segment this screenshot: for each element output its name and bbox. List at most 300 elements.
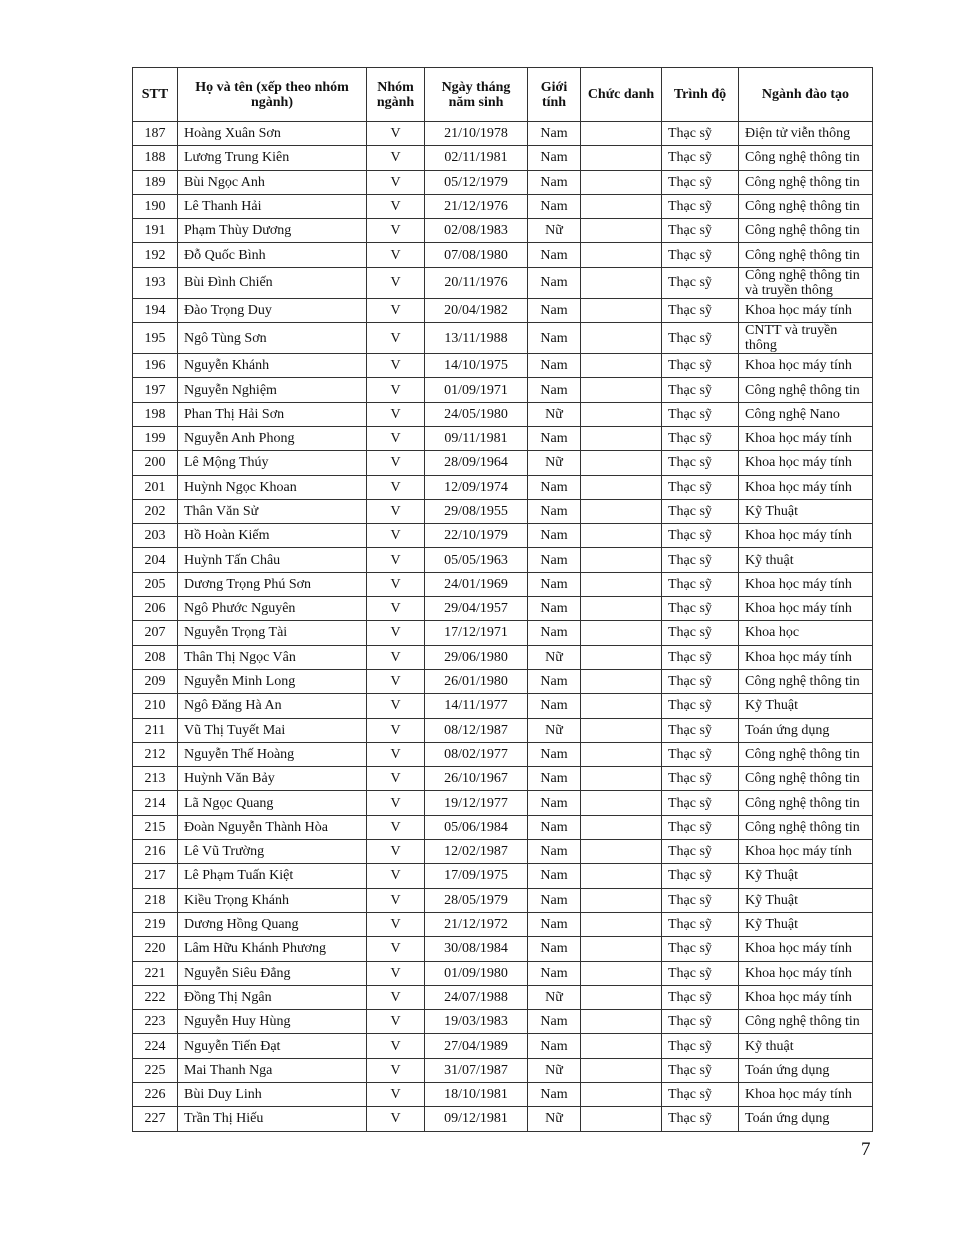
page-number: 7 bbox=[861, 1139, 871, 1160]
cell-title bbox=[581, 243, 662, 267]
cell-stt: 221 bbox=[133, 961, 178, 985]
cell-stt: 217 bbox=[133, 864, 178, 888]
cell-gender: Nam bbox=[528, 267, 581, 298]
table-row bbox=[133, 815, 873, 839]
cell-stt: 199 bbox=[133, 426, 178, 450]
cell-gender: Nữ bbox=[528, 718, 581, 742]
cell-group: V bbox=[367, 499, 425, 523]
cell-group: V bbox=[367, 243, 425, 267]
cell-birthdate: 05/12/1979 bbox=[425, 170, 528, 194]
cell-name: Bùi Đình Chiến bbox=[178, 267, 367, 298]
cell-birthdate: 24/01/1969 bbox=[425, 572, 528, 596]
cell-birthdate: 21/10/1978 bbox=[425, 122, 528, 146]
cell-degree: Thạc sỹ bbox=[662, 888, 739, 912]
cell-birthdate: 13/11/1988 bbox=[425, 323, 528, 354]
cell-group: V bbox=[367, 524, 425, 548]
cell-stt: 190 bbox=[133, 194, 178, 218]
cell-degree: Thạc sỹ bbox=[662, 267, 739, 298]
cell-major: Công nghệ thông tin bbox=[739, 791, 873, 815]
cell-group: V bbox=[367, 1058, 425, 1082]
cell-degree: Thạc sỹ bbox=[662, 985, 739, 1009]
cell-group: V bbox=[367, 170, 425, 194]
cell-name: Lã Ngọc Quang bbox=[178, 791, 367, 815]
cell-name: Phạm Thùy Dương bbox=[178, 219, 367, 243]
cell-stt: 202 bbox=[133, 499, 178, 523]
cell-gender: Nam bbox=[528, 354, 581, 378]
cell-major: Khoa học máy tính bbox=[739, 985, 873, 1009]
cell-major: Công nghệ thông tin bbox=[739, 194, 873, 218]
cell-name: Nguyễn Anh Phong bbox=[178, 426, 367, 450]
cell-stt: 219 bbox=[133, 912, 178, 936]
cell-gender: Nam bbox=[528, 122, 581, 146]
cell-group: V bbox=[367, 597, 425, 621]
header-degree: Trình độ bbox=[662, 68, 739, 122]
table-row bbox=[133, 122, 873, 146]
cell-degree: Thạc sỹ bbox=[662, 122, 739, 146]
table-row bbox=[133, 426, 873, 450]
cell-name: Trần Thị Hiếu bbox=[178, 1107, 367, 1131]
table-row bbox=[133, 524, 873, 548]
cell-title bbox=[581, 451, 662, 475]
cell-gender: Nam bbox=[528, 524, 581, 548]
cell-stt: 212 bbox=[133, 742, 178, 766]
cell-stt: 196 bbox=[133, 354, 178, 378]
cell-title bbox=[581, 1010, 662, 1034]
cell-name: Đào Trọng Duy bbox=[178, 298, 367, 322]
table-header-row bbox=[133, 68, 873, 122]
table-row bbox=[133, 912, 873, 936]
cell-gender: Nam bbox=[528, 499, 581, 523]
cell-major: Công nghệ thông tin bbox=[739, 669, 873, 693]
cell-major: Công nghệ thông tin bbox=[739, 219, 873, 243]
cell-name: Nguyễn Nghiệm bbox=[178, 378, 367, 402]
cell-stt: 187 bbox=[133, 122, 178, 146]
cell-degree: Thạc sỹ bbox=[662, 645, 739, 669]
cell-name: Nguyễn Huy Hùng bbox=[178, 1010, 367, 1034]
cell-stt: 213 bbox=[133, 767, 178, 791]
cell-degree: Thạc sỹ bbox=[662, 767, 739, 791]
cell-name: Mai Thanh Nga bbox=[178, 1058, 367, 1082]
cell-gender: Nam bbox=[528, 170, 581, 194]
cell-major: Khoa học máy tính bbox=[739, 937, 873, 961]
cell-gender: Nam bbox=[528, 597, 581, 621]
cell-gender: Nam bbox=[528, 669, 581, 693]
cell-major: Khoa học máy tính bbox=[739, 524, 873, 548]
cell-degree: Thạc sỹ bbox=[662, 146, 739, 170]
cell-degree: Thạc sỹ bbox=[662, 937, 739, 961]
cell-degree: Thạc sỹ bbox=[662, 1010, 739, 1034]
cell-degree: Thạc sỹ bbox=[662, 961, 739, 985]
cell-title bbox=[581, 1034, 662, 1058]
cell-degree: Thạc sỹ bbox=[662, 194, 739, 218]
cell-group: V bbox=[367, 323, 425, 354]
cell-birthdate: 29/06/1980 bbox=[425, 645, 528, 669]
table-row bbox=[133, 742, 873, 766]
staff-table bbox=[132, 67, 873, 1132]
cell-title bbox=[581, 194, 662, 218]
cell-degree: Thạc sỹ bbox=[662, 1058, 739, 1082]
cell-title bbox=[581, 888, 662, 912]
cell-gender: Nam bbox=[528, 572, 581, 596]
table-row bbox=[133, 669, 873, 693]
header-birthdate: Ngày tháng năm sinh bbox=[425, 68, 528, 122]
cell-birthdate: 17/09/1975 bbox=[425, 864, 528, 888]
cell-major: Kỹ Thuật bbox=[739, 912, 873, 936]
cell-major: Công nghệ Nano bbox=[739, 402, 873, 426]
cell-stt: 220 bbox=[133, 937, 178, 961]
cell-title bbox=[581, 621, 662, 645]
cell-stt: 210 bbox=[133, 694, 178, 718]
cell-title bbox=[581, 840, 662, 864]
cell-stt: 222 bbox=[133, 985, 178, 1009]
cell-degree: Thạc sỹ bbox=[662, 499, 739, 523]
cell-gender: Nam bbox=[528, 475, 581, 499]
cell-degree: Thạc sỹ bbox=[662, 621, 739, 645]
cell-gender: Nữ bbox=[528, 1058, 581, 1082]
cell-gender: Nam bbox=[528, 243, 581, 267]
cell-major: Công nghệ thông tin bbox=[739, 767, 873, 791]
cell-title bbox=[581, 912, 662, 936]
cell-stt: 206 bbox=[133, 597, 178, 621]
cell-degree: Thạc sỹ bbox=[662, 219, 739, 243]
cell-birthdate: 18/10/1981 bbox=[425, 1082, 528, 1106]
cell-group: V bbox=[367, 402, 425, 426]
cell-stt: 188 bbox=[133, 146, 178, 170]
cell-major: Công nghệ thông tin và truyền thông bbox=[739, 267, 873, 298]
cell-degree: Thạc sỹ bbox=[662, 840, 739, 864]
cell-group: V bbox=[367, 219, 425, 243]
cell-group: V bbox=[367, 742, 425, 766]
cell-gender: Nữ bbox=[528, 1107, 581, 1131]
cell-stt: 223 bbox=[133, 1010, 178, 1034]
cell-major: Công nghệ thông tin bbox=[739, 815, 873, 839]
cell-name: Ngô Phước Nguyên bbox=[178, 597, 367, 621]
cell-group: V bbox=[367, 1082, 425, 1106]
table-row bbox=[133, 985, 873, 1009]
cell-gender: Nam bbox=[528, 1082, 581, 1106]
header-gender: Giới tính bbox=[528, 68, 581, 122]
cell-name: Hoàng Xuân Sơn bbox=[178, 122, 367, 146]
cell-name: Huỳnh Văn Bảy bbox=[178, 767, 367, 791]
cell-title bbox=[581, 426, 662, 450]
cell-group: V bbox=[367, 354, 425, 378]
cell-title bbox=[581, 864, 662, 888]
cell-major: Toán ứng dụng bbox=[739, 1058, 873, 1082]
cell-degree: Thạc sỹ bbox=[662, 524, 739, 548]
table-row bbox=[133, 961, 873, 985]
table-row bbox=[133, 694, 873, 718]
cell-birthdate: 14/10/1975 bbox=[425, 354, 528, 378]
cell-name: Ngô Tùng Sơn bbox=[178, 323, 367, 354]
cell-stt: 198 bbox=[133, 402, 178, 426]
cell-gender: Nam bbox=[528, 791, 581, 815]
cell-major: Công nghệ thông tin bbox=[739, 378, 873, 402]
cell-group: V bbox=[367, 426, 425, 450]
cell-degree: Thạc sỹ bbox=[662, 378, 739, 402]
cell-stt: 189 bbox=[133, 170, 178, 194]
cell-group: V bbox=[367, 378, 425, 402]
cell-major: Khoa học máy tính bbox=[739, 961, 873, 985]
cell-birthdate: 01/09/1980 bbox=[425, 961, 528, 985]
cell-birthdate: 05/05/1963 bbox=[425, 548, 528, 572]
table-row bbox=[133, 1010, 873, 1034]
table-row bbox=[133, 718, 873, 742]
table-row bbox=[133, 864, 873, 888]
cell-stt: 197 bbox=[133, 378, 178, 402]
cell-degree: Thạc sỹ bbox=[662, 742, 739, 766]
cell-title bbox=[581, 122, 662, 146]
cell-degree: Thạc sỹ bbox=[662, 323, 739, 354]
cell-group: V bbox=[367, 548, 425, 572]
cell-title bbox=[581, 146, 662, 170]
cell-degree: Thạc sỹ bbox=[662, 815, 739, 839]
cell-gender: Nữ bbox=[528, 402, 581, 426]
cell-major: Công nghệ thông tin bbox=[739, 1010, 873, 1034]
cell-title bbox=[581, 354, 662, 378]
cell-birthdate: 07/08/1980 bbox=[425, 243, 528, 267]
cell-stt: 207 bbox=[133, 621, 178, 645]
cell-birthdate: 02/11/1981 bbox=[425, 146, 528, 170]
cell-degree: Thạc sỹ bbox=[662, 1107, 739, 1131]
cell-title bbox=[581, 170, 662, 194]
cell-name: Nguyễn Tiến Đạt bbox=[178, 1034, 367, 1058]
cell-major: Toán ứng dụng bbox=[739, 1107, 873, 1131]
cell-title bbox=[581, 1058, 662, 1082]
cell-title bbox=[581, 1082, 662, 1106]
cell-group: V bbox=[367, 961, 425, 985]
cell-stt: 204 bbox=[133, 548, 178, 572]
cell-group: V bbox=[367, 146, 425, 170]
cell-major: Công nghệ thông tin bbox=[739, 146, 873, 170]
cell-group: V bbox=[367, 267, 425, 298]
cell-major: Khoa học máy tính bbox=[739, 451, 873, 475]
cell-name: Lâm Hữu Khánh Phương bbox=[178, 937, 367, 961]
cell-stt: 227 bbox=[133, 1107, 178, 1131]
cell-major: Kỹ thuật bbox=[739, 1034, 873, 1058]
cell-gender: Nam bbox=[528, 548, 581, 572]
cell-gender: Nam bbox=[528, 694, 581, 718]
cell-group: V bbox=[367, 621, 425, 645]
cell-title bbox=[581, 323, 662, 354]
cell-title bbox=[581, 742, 662, 766]
cell-birthdate: 09/12/1981 bbox=[425, 1107, 528, 1131]
cell-name: Nguyễn Minh Long bbox=[178, 669, 367, 693]
cell-degree: Thạc sỹ bbox=[662, 170, 739, 194]
cell-group: V bbox=[367, 694, 425, 718]
cell-degree: Thạc sỹ bbox=[662, 864, 739, 888]
cell-birthdate: 24/05/1980 bbox=[425, 402, 528, 426]
table-row bbox=[133, 146, 873, 170]
cell-major: Kỹ Thuật bbox=[739, 499, 873, 523]
cell-name: Lê Thanh Hải bbox=[178, 194, 367, 218]
table-row bbox=[133, 597, 873, 621]
cell-birthdate: 19/03/1983 bbox=[425, 1010, 528, 1034]
cell-gender: Nam bbox=[528, 1010, 581, 1034]
table-row bbox=[133, 298, 873, 322]
table-row bbox=[133, 840, 873, 864]
cell-gender: Nam bbox=[528, 888, 581, 912]
cell-birthdate: 28/09/1964 bbox=[425, 451, 528, 475]
cell-name: Lương Trung Kiên bbox=[178, 146, 367, 170]
cell-group: V bbox=[367, 840, 425, 864]
cell-stt: 214 bbox=[133, 791, 178, 815]
cell-stt: 226 bbox=[133, 1082, 178, 1106]
cell-degree: Thạc sỹ bbox=[662, 402, 739, 426]
cell-degree: Thạc sỹ bbox=[662, 354, 739, 378]
cell-gender: Nữ bbox=[528, 645, 581, 669]
table-row bbox=[133, 767, 873, 791]
cell-group: V bbox=[367, 888, 425, 912]
cell-title bbox=[581, 985, 662, 1009]
cell-gender: Nam bbox=[528, 912, 581, 936]
cell-group: V bbox=[367, 1034, 425, 1058]
cell-birthdate: 19/12/1977 bbox=[425, 791, 528, 815]
cell-title bbox=[581, 669, 662, 693]
cell-major: Công nghệ thông tin bbox=[739, 170, 873, 194]
cell-title bbox=[581, 815, 662, 839]
cell-major: Khoa học máy tính bbox=[739, 475, 873, 499]
cell-gender: Nam bbox=[528, 621, 581, 645]
cell-name: Nguyễn Trọng Tài bbox=[178, 621, 367, 645]
cell-major: Khoa học máy tính bbox=[739, 354, 873, 378]
cell-degree: Thạc sỹ bbox=[662, 475, 739, 499]
cell-major: Khoa học bbox=[739, 621, 873, 645]
cell-gender: Nam bbox=[528, 937, 581, 961]
cell-title bbox=[581, 961, 662, 985]
cell-degree: Thạc sỹ bbox=[662, 451, 739, 475]
cell-gender: Nam bbox=[528, 194, 581, 218]
cell-major: Khoa học máy tính bbox=[739, 572, 873, 596]
table-row bbox=[133, 170, 873, 194]
table-row bbox=[133, 1034, 873, 1058]
cell-title bbox=[581, 572, 662, 596]
cell-title bbox=[581, 298, 662, 322]
cell-degree: Thạc sỹ bbox=[662, 694, 739, 718]
cell-title bbox=[581, 791, 662, 815]
cell-degree: Thạc sỹ bbox=[662, 669, 739, 693]
cell-group: V bbox=[367, 985, 425, 1009]
cell-degree: Thạc sỹ bbox=[662, 718, 739, 742]
cell-stt: 208 bbox=[133, 645, 178, 669]
cell-title bbox=[581, 499, 662, 523]
cell-title bbox=[581, 402, 662, 426]
cell-stt: 192 bbox=[133, 243, 178, 267]
cell-birthdate: 21/12/1976 bbox=[425, 194, 528, 218]
cell-birthdate: 28/05/1979 bbox=[425, 888, 528, 912]
header-major: Ngành đào tạo bbox=[739, 68, 873, 122]
cell-gender: Nam bbox=[528, 426, 581, 450]
cell-degree: Thạc sỹ bbox=[662, 597, 739, 621]
cell-degree: Thạc sỹ bbox=[662, 572, 739, 596]
cell-title bbox=[581, 767, 662, 791]
cell-gender: Nam bbox=[528, 146, 581, 170]
cell-title bbox=[581, 597, 662, 621]
header-group: Nhóm ngành bbox=[367, 68, 425, 122]
cell-title bbox=[581, 937, 662, 961]
cell-name: Nguyễn Khánh bbox=[178, 354, 367, 378]
cell-major: Khoa học máy tính bbox=[739, 1082, 873, 1106]
cell-major: Kỹ thuật bbox=[739, 548, 873, 572]
cell-major: Khoa học máy tính bbox=[739, 298, 873, 322]
cell-stt: 191 bbox=[133, 219, 178, 243]
cell-group: V bbox=[367, 669, 425, 693]
cell-birthdate: 02/08/1983 bbox=[425, 219, 528, 243]
cell-degree: Thạc sỹ bbox=[662, 912, 739, 936]
cell-gender: Nam bbox=[528, 1034, 581, 1058]
cell-title bbox=[581, 718, 662, 742]
cell-birthdate: 14/11/1977 bbox=[425, 694, 528, 718]
cell-stt: 215 bbox=[133, 815, 178, 839]
header-stt: STT bbox=[133, 68, 178, 122]
table-row bbox=[133, 548, 873, 572]
table-row bbox=[133, 645, 873, 669]
cell-gender: Nam bbox=[528, 864, 581, 888]
cell-group: V bbox=[367, 864, 425, 888]
cell-group: V bbox=[367, 572, 425, 596]
cell-group: V bbox=[367, 1010, 425, 1034]
cell-name: Ngô Đăng Hà An bbox=[178, 694, 367, 718]
table-row bbox=[133, 475, 873, 499]
cell-stt: 201 bbox=[133, 475, 178, 499]
table-row bbox=[133, 243, 873, 267]
cell-name: Huỳnh Ngọc Khoan bbox=[178, 475, 367, 499]
cell-gender: Nữ bbox=[528, 451, 581, 475]
cell-major: Khoa học máy tính bbox=[739, 426, 873, 450]
cell-stt: 211 bbox=[133, 718, 178, 742]
cell-major: Khoa học máy tính bbox=[739, 840, 873, 864]
table-row bbox=[133, 1082, 873, 1106]
cell-birthdate: 30/08/1984 bbox=[425, 937, 528, 961]
cell-major: Khoa học máy tính bbox=[739, 645, 873, 669]
cell-gender: Nam bbox=[528, 323, 581, 354]
cell-group: V bbox=[367, 912, 425, 936]
cell-group: V bbox=[367, 1107, 425, 1131]
cell-name: Lê Vũ Trường bbox=[178, 840, 367, 864]
cell-group: V bbox=[367, 767, 425, 791]
cell-major: Toán ứng dụng bbox=[739, 718, 873, 742]
cell-title bbox=[581, 378, 662, 402]
table-row bbox=[133, 888, 873, 912]
cell-major: Công nghệ thông tin bbox=[739, 243, 873, 267]
cell-name: Bùi Ngọc Anh bbox=[178, 170, 367, 194]
cell-title bbox=[581, 475, 662, 499]
table-body bbox=[133, 122, 873, 1132]
cell-gender: Nam bbox=[528, 840, 581, 864]
cell-gender: Nam bbox=[528, 961, 581, 985]
cell-name: Thân Văn Sử bbox=[178, 499, 367, 523]
header-name: Họ và tên (xếp theo nhóm ngành) bbox=[178, 68, 367, 122]
cell-name: Phan Thị Hải Sơn bbox=[178, 402, 367, 426]
cell-birthdate: 12/09/1974 bbox=[425, 475, 528, 499]
table-row bbox=[133, 194, 873, 218]
cell-degree: Thạc sỹ bbox=[662, 298, 739, 322]
cell-title bbox=[581, 1107, 662, 1131]
table-row bbox=[133, 499, 873, 523]
cell-name: Dương Hồng Quang bbox=[178, 912, 367, 936]
cell-birthdate: 08/02/1977 bbox=[425, 742, 528, 766]
cell-title bbox=[581, 694, 662, 718]
cell-gender: Nam bbox=[528, 378, 581, 402]
cell-stt: 209 bbox=[133, 669, 178, 693]
cell-title bbox=[581, 219, 662, 243]
cell-name: Lê Mộng Thúy bbox=[178, 451, 367, 475]
cell-group: V bbox=[367, 815, 425, 839]
cell-group: V bbox=[367, 122, 425, 146]
cell-degree: Thạc sỹ bbox=[662, 548, 739, 572]
cell-name: Vũ Thị Tuyết Mai bbox=[178, 718, 367, 742]
cell-stt: 193 bbox=[133, 267, 178, 298]
cell-major: Kỹ Thuật bbox=[739, 888, 873, 912]
